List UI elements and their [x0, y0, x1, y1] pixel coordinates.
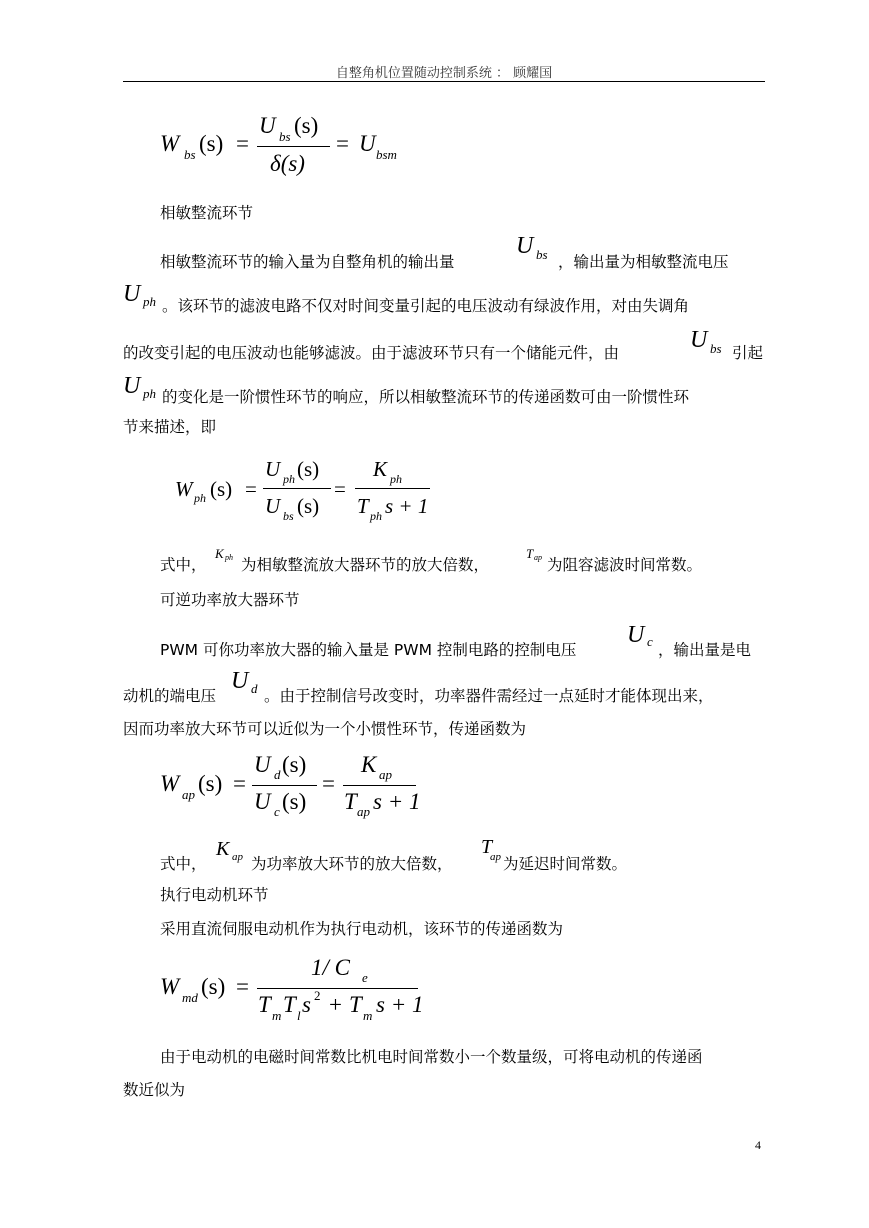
eq4-den-t1-sub: m: [272, 1008, 282, 1023]
eq2-num2: K: [373, 457, 388, 481]
eq3-den1-arg: (s): [282, 789, 307, 814]
header-divider: [123, 81, 765, 82]
symbol-sub: c: [647, 634, 653, 649]
eq2-fraction-bar-1: [263, 488, 331, 489]
eq2-den1-sub: bs: [283, 509, 294, 523]
eq2-arg: (s): [210, 477, 233, 501]
eq1-lhs: W: [160, 131, 180, 156]
eq2-num1-arg: (s): [297, 457, 320, 481]
paragraph-line: 引起: [732, 344, 764, 362]
eq3-num2: K: [361, 752, 377, 777]
eq4-den-rest: s + 1: [376, 992, 424, 1017]
symbol-k: K: [216, 838, 230, 860]
eq3-equals: =: [233, 771, 246, 796]
eq2-den1-arg: (s): [297, 494, 320, 518]
eq3-arg: (s): [198, 771, 223, 796]
symbol-sub: ph: [143, 294, 156, 309]
eq4-equals: =: [236, 974, 249, 999]
eq1-equals: =: [236, 131, 249, 156]
eq3-lhs: W: [160, 771, 180, 796]
eq1-fraction-bar: [257, 146, 330, 147]
eq4-den-t2: T: [283, 992, 296, 1017]
eq3-num1: U: [254, 752, 271, 777]
symbol-u: U: [123, 373, 141, 399]
eq2-lhs-sub: ph: [194, 491, 206, 505]
heading-phase-rectifier: 相敏整流环节: [160, 204, 254, 222]
eq2-fraction-bar-2: [355, 488, 430, 489]
eq4-den-s: s: [302, 992, 311, 1017]
eq4-lhs: W: [160, 974, 180, 999]
eq1-rhs: U: [359, 131, 376, 156]
eq1-rhs-sub: bsm: [376, 147, 397, 162]
eq1-num: U: [259, 113, 276, 138]
note-line: 为相敏整流放大器环节的放大倍数，: [241, 556, 490, 574]
symbol-u: U: [516, 233, 534, 259]
paragraph-line: 节来描述，即: [123, 418, 217, 436]
eq3-den1: U: [254, 789, 271, 814]
symbol-sub: d: [251, 681, 258, 696]
note-line: 为延迟时间常数。: [503, 855, 628, 873]
note-line: 式中，: [160, 855, 207, 873]
eq1-arg: (s): [199, 131, 224, 156]
paragraph-line: 由于电动机的电磁时间常数比机电时间常数小一个数量级，可将电动机的传递函: [160, 1048, 703, 1066]
eq4-den-t3-sub: m: [363, 1008, 373, 1023]
eq4-arg: (s): [201, 974, 226, 999]
eq3-den2-t: T: [344, 789, 357, 814]
note-line: 为功率放大环节的放大倍数，: [251, 855, 453, 873]
eq4-den-plus: +: [329, 992, 342, 1017]
symbol-u: U: [231, 668, 249, 694]
symbol-sub: ap: [232, 851, 243, 863]
eq3-den2-rest: s + 1: [373, 789, 421, 814]
eq1-num-arg: (s): [294, 113, 319, 138]
paragraph-line: PWM 可你功率放大器的输入量是 PWM 控制电路的控制电压: [160, 641, 577, 659]
note-line: 为阻容滤波时间常数。: [547, 556, 703, 574]
page-header: 自整角机位置随动控制系统 ： 顾耀国: [335, 66, 553, 81]
note-line: 式中，: [160, 556, 207, 574]
eq2-equals: =: [245, 477, 257, 501]
eq3-num1-arg: (s): [282, 752, 307, 777]
symbol-k: K: [215, 546, 224, 561]
symbol-u: U: [690, 327, 708, 353]
paragraph-line: 。该环节的滤波电路不仅对时间变量引起的电压波动有绿波作用，对由失调角: [162, 297, 690, 315]
paragraph-line: 的改变引起的电压波动也能够滤波。由于滤波环节只有一个储能元件，由: [123, 344, 620, 362]
eq4-lhs-sub: md: [182, 990, 198, 1005]
eq1-equals2: =: [336, 131, 349, 156]
eq3-num2-sub: ap: [379, 767, 392, 782]
heading-power-amplifier: 可逆功率放大器环节: [160, 591, 300, 609]
symbol-t: T: [481, 836, 493, 858]
eq4-den-t3: T: [349, 992, 362, 1017]
paragraph-line: 数近似为: [123, 1081, 186, 1099]
eq4-den-sup: 2: [314, 988, 321, 1003]
paragraph-line: 动机的端电压: [123, 687, 217, 705]
eq2-den2-sub: ph: [370, 509, 382, 523]
paragraph-line: 采用直流伺服电动机作为执行电动机，该环节的传递函数为: [160, 920, 564, 938]
eq3-den2-sub: ap: [357, 804, 370, 819]
eq2-num1-sub: ph: [283, 472, 295, 486]
eq4-den-t2-sub: l: [297, 1008, 301, 1023]
eq2-den1: U: [265, 494, 281, 518]
eq3-den1-sub: c: [274, 804, 280, 819]
eq3-lhs-sub: ap: [182, 787, 195, 802]
paragraph-line: ，输出量是电: [658, 641, 752, 659]
page-number: 4: [755, 1138, 761, 1152]
symbol-sub: ap: [534, 553, 542, 562]
symbol-sub: bs: [536, 247, 548, 262]
paragraph-line: ，输出量为相敏整流电压: [558, 253, 729, 271]
eq1-lhs-sub: bs: [184, 147, 196, 162]
symbol-u: U: [123, 281, 141, 307]
eq2-den2-t: T: [357, 494, 369, 518]
paragraph-line: 。由于控制信号改变时，功率器件需经过一点延时才能体现出来，: [264, 687, 714, 705]
symbol-sub: bs: [710, 341, 722, 356]
paragraph-line: 的变化是一阶惯性环节的响应，所以相敏整流环节的传递函数可由一阶惯性环: [162, 388, 690, 406]
eq2-num1: U: [265, 457, 281, 481]
eq3-num1-sub: d: [274, 767, 281, 782]
paragraph-line: 相敏整流环节的输入量为自整角机的输出量: [160, 253, 455, 271]
eq3-fraction-bar-2: [343, 785, 416, 786]
symbol-sub: ph: [225, 553, 233, 562]
paragraph-line: 因而功率放大环节可以近似为一个小惯性环节，传递函数为: [123, 720, 527, 738]
symbol-sub: ap: [490, 851, 501, 863]
eq2-den2-rest: s + 1: [385, 494, 429, 518]
eq4-num-sub: e: [362, 970, 368, 985]
eq3-equals2: =: [322, 771, 335, 796]
eq2-lhs: W: [175, 477, 193, 501]
eq2-num2-sub: ph: [390, 472, 402, 486]
eq4-fraction-bar: [257, 988, 418, 989]
eq4-den-t1: T: [258, 992, 271, 1017]
symbol-u: U: [627, 622, 645, 648]
eq1-den: δ(s): [270, 151, 305, 176]
eq4-num: 1/ C: [311, 955, 350, 980]
heading-actuator-motor: 执行电动机环节: [160, 886, 269, 904]
eq3-fraction-bar-1: [252, 785, 317, 786]
eq1-num-sub: bs: [279, 129, 291, 144]
symbol-t: T: [526, 546, 534, 561]
eq2-equals2: =: [334, 477, 346, 501]
symbol-sub: ph: [143, 386, 156, 401]
